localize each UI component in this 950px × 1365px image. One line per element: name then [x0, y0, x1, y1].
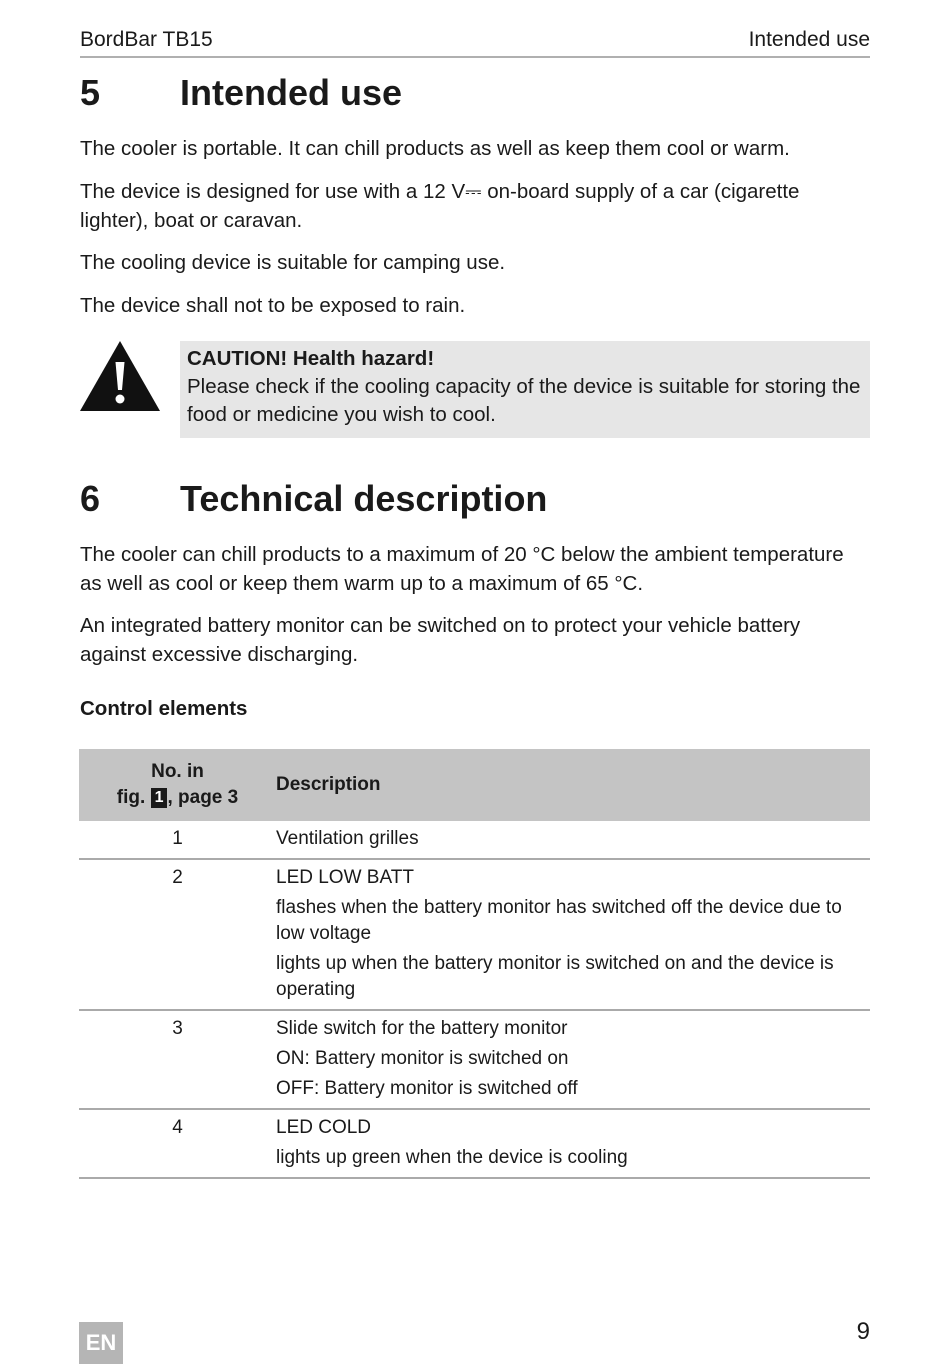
header-section-name: Intended use — [748, 28, 870, 51]
paragraph-chill-range: The cooler can chill products to a maximum of 20 °C below the ambient temperature as well as cool or keep them warm up to a maximum of 65 °C. — [80, 543, 844, 595]
paragraph-power-supply: The device is designed for use with a 12 V⎓ on-board supply of a car (cigarette lighter), boat or caravan. — [80, 180, 800, 232]
paragraph-portable: The cooler is portable. It can chill products as well as keep them cool or warm. — [80, 137, 790, 160]
running-header — [80, 28, 870, 58]
section-5-title: Intended use — [180, 72, 403, 113]
header-product-name: BordBar TB15 — [80, 28, 213, 51]
section-6-number: 6 — [80, 478, 101, 519]
description-line: lights up when the battery monitor is switched on and the device is operating — [276, 953, 834, 1000]
description-line: lights up green when the device is cooling — [276, 1147, 628, 1168]
page-number: 9 — [856, 1318, 870, 1345]
figure-reference-box: 1 — [151, 788, 168, 808]
description-line: ON: Battery monitor is switched on — [276, 1048, 569, 1069]
description-line: Slide switch for the battery monitor — [276, 1018, 568, 1039]
row-number: 2 — [79, 859, 276, 1010]
description-line: flashes when the battery monitor has switched off the device due to low voltage — [276, 897, 842, 944]
paragraph-camping: The cooling device is suitable for camping use. — [80, 251, 506, 274]
row-number: 1 — [79, 821, 276, 859]
warning-triangle-icon — [79, 340, 161, 412]
description-line: OFF: Battery monitor is switched off — [276, 1078, 578, 1099]
caution-text: Please check if the cooling capacity of the device is suitable for storing the food or medicine you wish to cool. — [187, 375, 861, 426]
row-description — [276, 1010, 870, 1109]
description-line: Ventilation grilles — [276, 828, 419, 849]
section-5-number: 5 — [80, 72, 101, 113]
table-row — [79, 821, 870, 859]
row-number: 3 — [79, 1010, 276, 1109]
column-header-number-line1: No. in — [151, 761, 204, 782]
caution-title: CAUTION! Health hazard! — [187, 347, 435, 370]
row-number: 4 — [79, 1109, 276, 1178]
column-header-page: , page 3 — [167, 787, 239, 808]
column-header-number-line2 — [79, 785, 276, 811]
row-description — [276, 1109, 870, 1178]
row-description — [276, 859, 870, 1010]
control-elements-heading: Control elements — [80, 697, 248, 720]
section-5-heading — [80, 72, 402, 114]
section-6-heading — [80, 478, 547, 520]
table-row — [79, 1109, 870, 1178]
column-header-number — [79, 749, 276, 821]
table-row — [79, 1010, 870, 1109]
paragraph-rain: The device shall not to be exposed to rain. — [80, 294, 466, 317]
table-header-row — [79, 749, 870, 821]
description-line: LED LOW BATT — [276, 867, 414, 888]
column-header-fig: fig. — [116, 787, 146, 808]
row-description — [276, 821, 870, 859]
caution-box — [180, 341, 870, 438]
language-badge: EN — [79, 1322, 123, 1364]
table-row — [79, 859, 870, 1010]
paragraph-battery-monitor: An integrated battery monitor can be switched on to protect your vehicle battery against excessive discharging. — [80, 614, 801, 666]
column-header-description: Description — [276, 749, 870, 821]
description-line: LED COLD — [276, 1117, 372, 1138]
control-elements-table — [79, 749, 870, 1179]
section-6-title: Technical description — [180, 478, 548, 519]
